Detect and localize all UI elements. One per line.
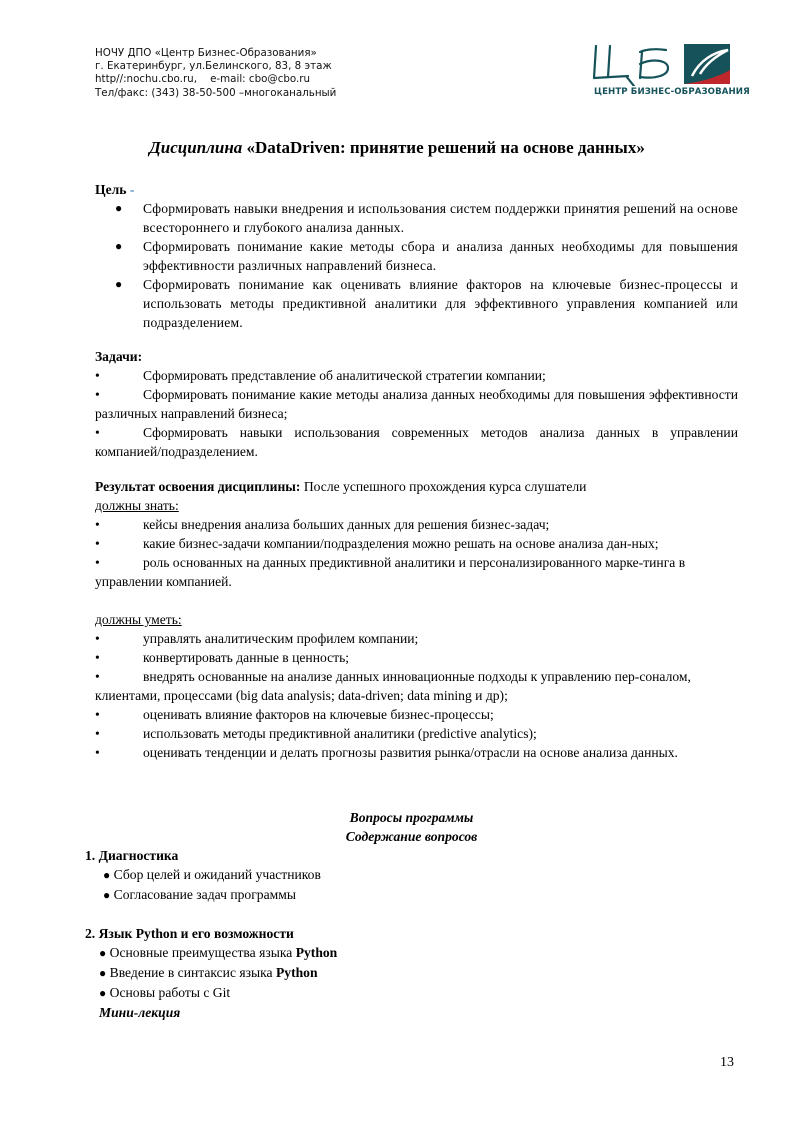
bullet-icon: ● — [103, 868, 111, 882]
goal-item: ● Сформировать понимание какие методы сбора и анализа данных необходимы для повышения эффективности различных направлений бизнеса. — [115, 239, 738, 273]
goal-label: Цель — [95, 182, 127, 197]
program-section — [85, 808, 738, 1022]
logo-mark-icon — [588, 42, 774, 86]
bullet-icon: ● — [99, 986, 107, 1000]
bullet-icon: ● — [103, 888, 111, 902]
section-item: ● Согласование задач программы — [103, 887, 296, 902]
bullet-icon: • — [95, 669, 100, 684]
tasks-label: Задачи: — [95, 349, 143, 364]
bullet-icon: • — [95, 425, 100, 440]
discipline-title — [0, 138, 794, 158]
can-item: • оценивать влияние факторов на ключевые бизнес-процессы; — [95, 707, 494, 722]
task-item: • Сформировать представление об аналитической стратегии компании; — [95, 368, 546, 383]
bullet-icon: • — [95, 387, 100, 402]
can-item: • оценивать тенденции и делать прогнозы развития рынка/отрасли на основе анализа данных. — [95, 745, 678, 760]
bullet-icon: • — [95, 745, 100, 760]
know-item: • кейсы внедрения анализа больших данных для решения бизнес-задач; — [95, 517, 550, 532]
title-name: «DataDriven: принятие решений на основе данных» — [246, 138, 645, 157]
can-label: должны уметь: — [95, 612, 182, 627]
letterhead-contacts — [95, 47, 336, 100]
title-prefix: Дисциплина — [149, 138, 243, 157]
org-web-email: http//:nochu.cbo.ru, e-mail: cbo@cbo.ru — [95, 73, 311, 86]
know-label: должны знать: — [95, 498, 179, 513]
logo-caption: ЦЕНТР БИЗНЕС-ОБРАЗОВАНИЯ — [594, 87, 750, 97]
goal-section — [95, 180, 738, 332]
task-item: • Сформировать понимание какие методы анализа данных необходимы для повышения эффективности различных направлений бизнеса; — [95, 387, 738, 421]
goal-item: ● Сформировать навыки внедрения и использования систем поддержки принятия решений на основе всестороннего и глубокого анализа данных. — [115, 201, 738, 235]
page-number: 13 — [720, 1055, 734, 1070]
result-intro: После успешного прохождения курса слушатели — [300, 479, 587, 494]
bullet-icon: • — [95, 368, 100, 383]
program-heading: Вопросы программы — [349, 810, 474, 825]
bullet-icon: ● — [115, 201, 123, 215]
company-logo — [588, 42, 774, 102]
section-item: ● Основные преимущества языка Python — [99, 945, 338, 960]
can-item: • управлять аналитическим профилем компании; — [95, 631, 419, 646]
result-label: Результат освоения дисциплины: — [95, 479, 301, 494]
section-item: ● Сбор целей и ожиданий участников — [103, 867, 321, 882]
bullet-icon: • — [95, 536, 100, 551]
section-title: 1. Диагностика — [85, 848, 179, 863]
can-item: • конвертировать данные в ценность; — [95, 650, 350, 665]
goal-list — [95, 199, 738, 332]
result-section — [95, 477, 738, 762]
section-title: 2. Язык Python и его возможности — [85, 926, 294, 941]
bullet-icon: • — [95, 517, 100, 532]
bullet-icon: ● — [115, 277, 123, 291]
section-item: ● Основы работы с Git — [99, 985, 231, 1000]
bullet-icon: • — [95, 707, 100, 722]
can-item: • внедрять основанные на анализе данных инновационные подходы к управлению пер-соналом, клиентами, процессами (big data analysis; data-driven; data mining и др); — [95, 669, 691, 703]
section-format: Мини-лекция — [99, 1005, 181, 1020]
bullet-icon: • — [95, 726, 100, 741]
bullet-icon: ● — [99, 966, 107, 980]
bullet-icon: • — [95, 650, 100, 665]
bullet-icon: ● — [99, 946, 107, 960]
org-address: г. Екатеринбург, ул.Белинского, 83, 8 этаж — [95, 60, 332, 73]
org-phone: Тел/факс: (343) 38-50-500 –многоканальный — [95, 86, 337, 99]
bullet-icon: • — [95, 631, 100, 646]
bullet-icon: • — [95, 555, 100, 570]
know-item: • какие бизнес-задачи компании/подразделения можно решать на основе анализа дан-ных; — [95, 536, 659, 551]
org-name: НОЧУ ДПО «Центр Бизнес-Образования» — [95, 47, 317, 59]
bullet-icon: ● — [115, 239, 123, 253]
know-item: • роль основанных на данных предиктивной аналитики и персонализированного марке-тинга в управлении компанией. — [95, 555, 686, 589]
tasks-section — [95, 347, 738, 461]
goal-item: ● Сформировать понимание как оценивать влияние факторов на ключевые бизнес-процессы и использовать методы предиктивной аналитики для эффективного управления компанией или подразделением. — [115, 277, 738, 330]
program-subheading: Содержание вопросов — [345, 829, 478, 844]
section-item: ● Введение в синтаксис языка Python — [99, 965, 318, 980]
task-item: • Сформировать навыки использования современных методов анализа данных в управлении компанией/подразделением. — [95, 425, 738, 459]
goal-dash: - — [129, 182, 135, 197]
can-item: • использовать методы предиктивной аналитики (predictive analytics); — [95, 726, 537, 741]
